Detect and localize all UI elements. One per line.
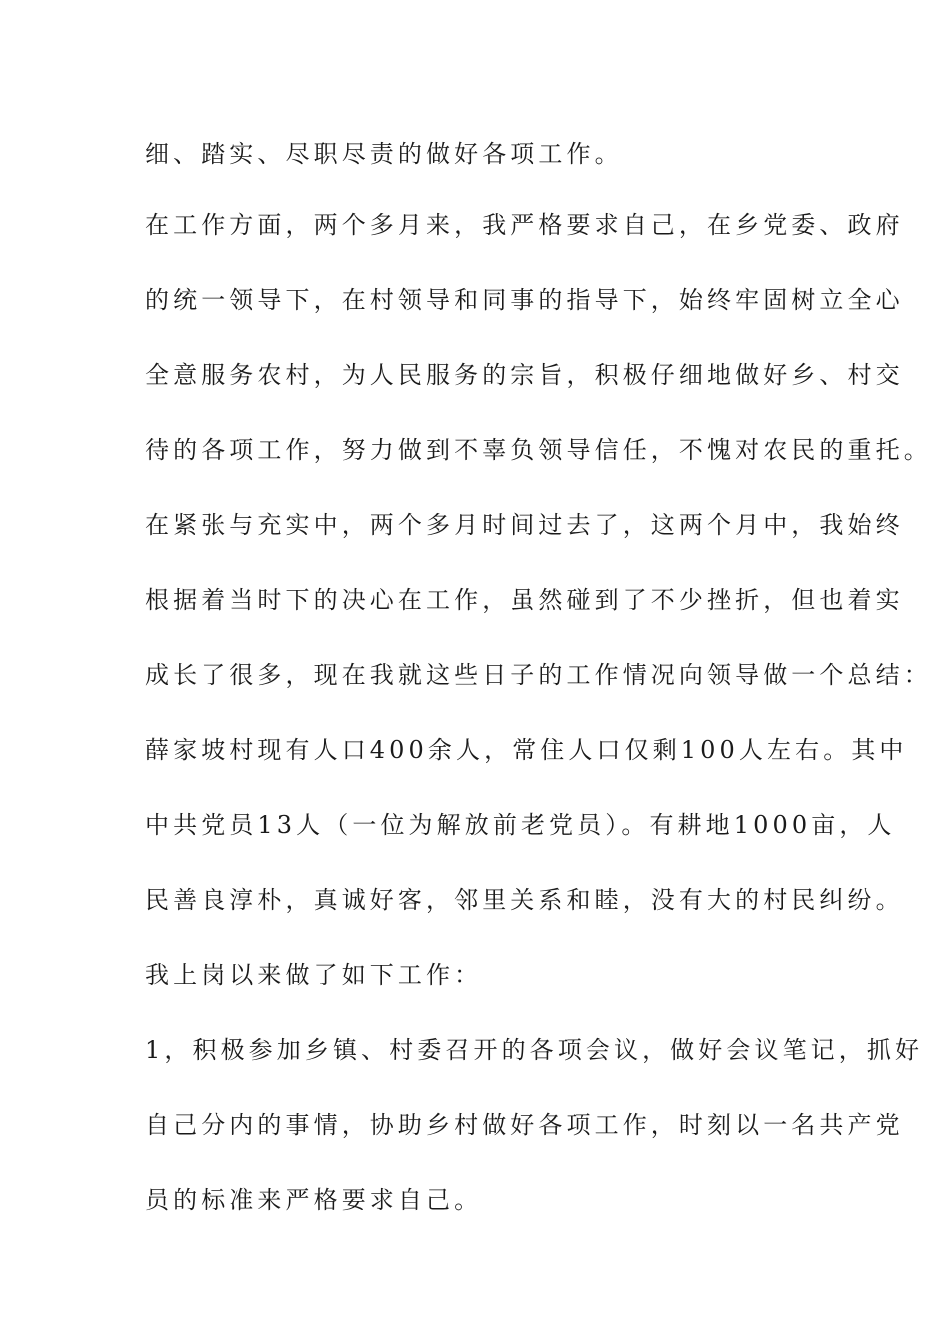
text-line: 根据着当时下的决心在工作，虽然碰到了不少挫折，但也着实 (145, 586, 904, 614)
text-line: 中共党员13人（一位为解放前老党员）。有耕地1000亩，人 (145, 811, 896, 839)
text-line: 1，积极参加乡镇、村委召开的各项会议，做好会议笔记，抓好 (145, 1036, 924, 1064)
text-line: 全意服务农村，为人民服务的宗旨，积极仔细地做好乡、村交 (145, 361, 904, 389)
text-line: 薛家坡村现有人口400余人，常住人口仅剩100人左右。其中 (145, 736, 908, 764)
text-line: 在工作方面，两个多月来，我严格要求自己，在乡党委、政府 (145, 211, 904, 239)
text-line: 民善良淳朴，真诚好客，邻里关系和睦，没有大的村民纠纷。 (145, 886, 904, 914)
text-line: 自己分内的事情，协助乡村做好各项工作，时刻以一名共产党 (145, 1111, 904, 1139)
text-line: 成长了很多，现在我就这些日子的工作情况向领导做一个总结： (145, 661, 932, 689)
text-line: 我上岗以来做了如下工作： (145, 961, 483, 989)
text-line: 员的标准来严格要求自己。 (145, 1186, 483, 1214)
text-line: 待的各项工作，努力做到不辜负领导信任，不愧对农民的重托。 (145, 436, 932, 464)
text-line: 细、踏实、尽职尽责的做好各项工作。 (145, 140, 623, 168)
text-line: 的统一领导下，在村领导和同事的指导下，始终牢固树立全心 (145, 286, 904, 314)
text-line: 在紧张与充实中，两个多月时间过去了，这两个月中，我始终 (145, 511, 904, 539)
